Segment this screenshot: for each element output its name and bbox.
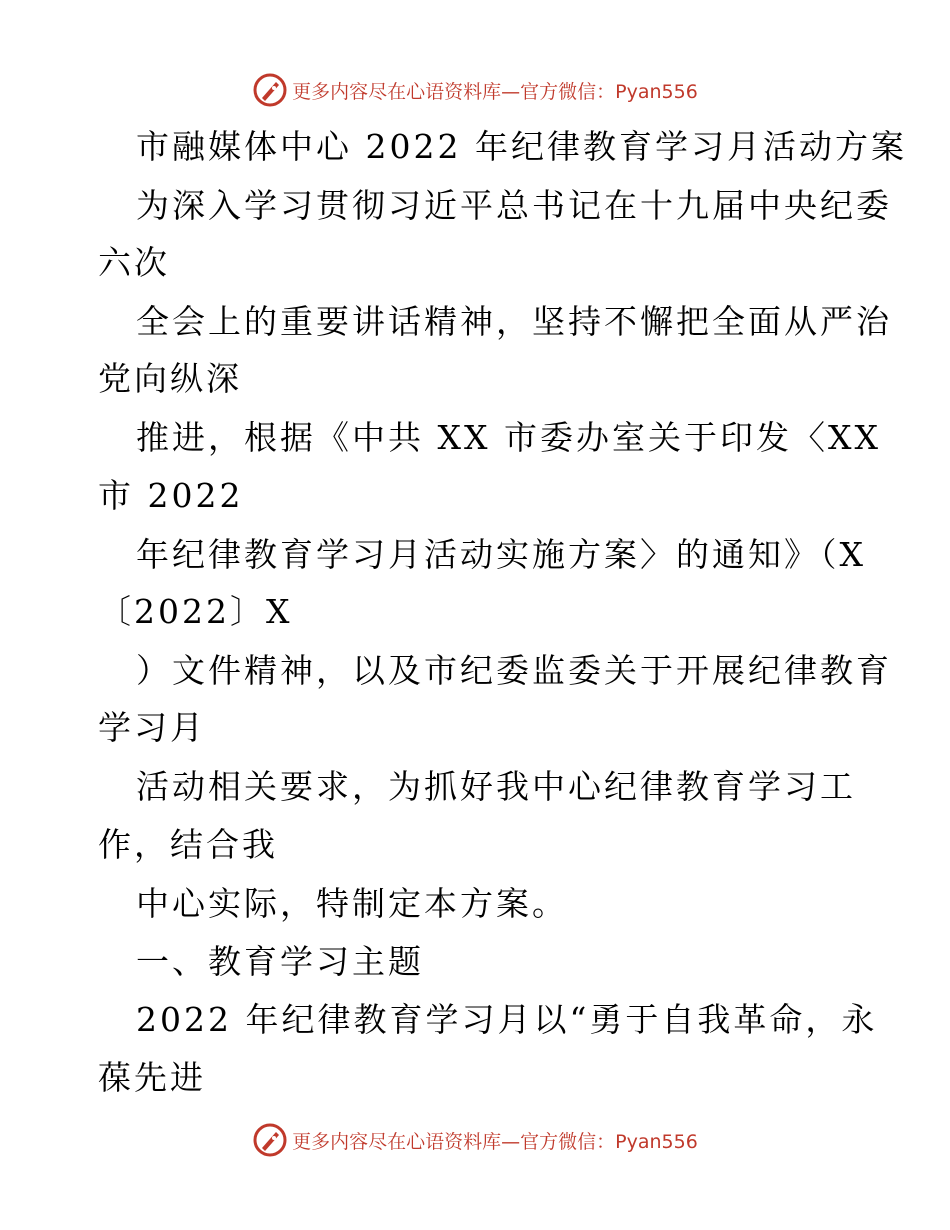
paragraph-line: 六次 — [98, 243, 170, 282]
paragraph-line: 党向纵深 — [98, 359, 242, 398]
watermark-text: 更多内容尽在心语资料库—官方微信：Pyan556 — [292, 80, 698, 103]
section-heading: 一、教育学习主题 — [136, 942, 424, 981]
pen-nib-logo-icon — [252, 1122, 288, 1158]
document-title: 市融媒体中心 2022 年纪律教育学习月活动方案 — [136, 127, 907, 166]
paragraph-line: 中心实际，特制定本方案。 — [136, 884, 568, 923]
paragraph-line: 全会上的重要讲话精神，坚持不懈把全面从严治 — [136, 302, 892, 341]
header-watermark — [0, 70, 950, 110]
paragraph-line: 为深入学习贯彻习近平总书记在十九届中央纪委 — [136, 186, 892, 225]
paragraph-line: 推进，根据《中共 XX 市委办室关于印发〈XX — [136, 418, 881, 457]
footer-watermark — [0, 1120, 950, 1160]
paragraph-line: 〔2022〕X — [98, 592, 293, 631]
paragraph-line: 活动相关要求，为抓好我中心纪律教育学习工 — [136, 767, 856, 806]
watermark-text: 更多内容尽在心语资料库—官方微信：Pyan556 — [292, 1130, 698, 1153]
paragraph-line: ）文件精神，以及市纪委监委关于开展纪律教育 — [136, 651, 892, 690]
paragraph-line: 作，结合我 — [98, 825, 278, 864]
paragraph-line: 市 2022 — [98, 476, 244, 515]
pen-nib-logo-icon — [252, 72, 288, 108]
paragraph-line: 葆先进 — [98, 1058, 206, 1097]
paragraph-line: 2022 年纪律教育学习月以“勇于自我革命，永 — [136, 1000, 878, 1039]
paragraph-line: 学习月 — [98, 708, 206, 747]
paragraph-line: 年纪律教育学习月活动实施方案〉的通知》（X — [136, 535, 866, 574]
